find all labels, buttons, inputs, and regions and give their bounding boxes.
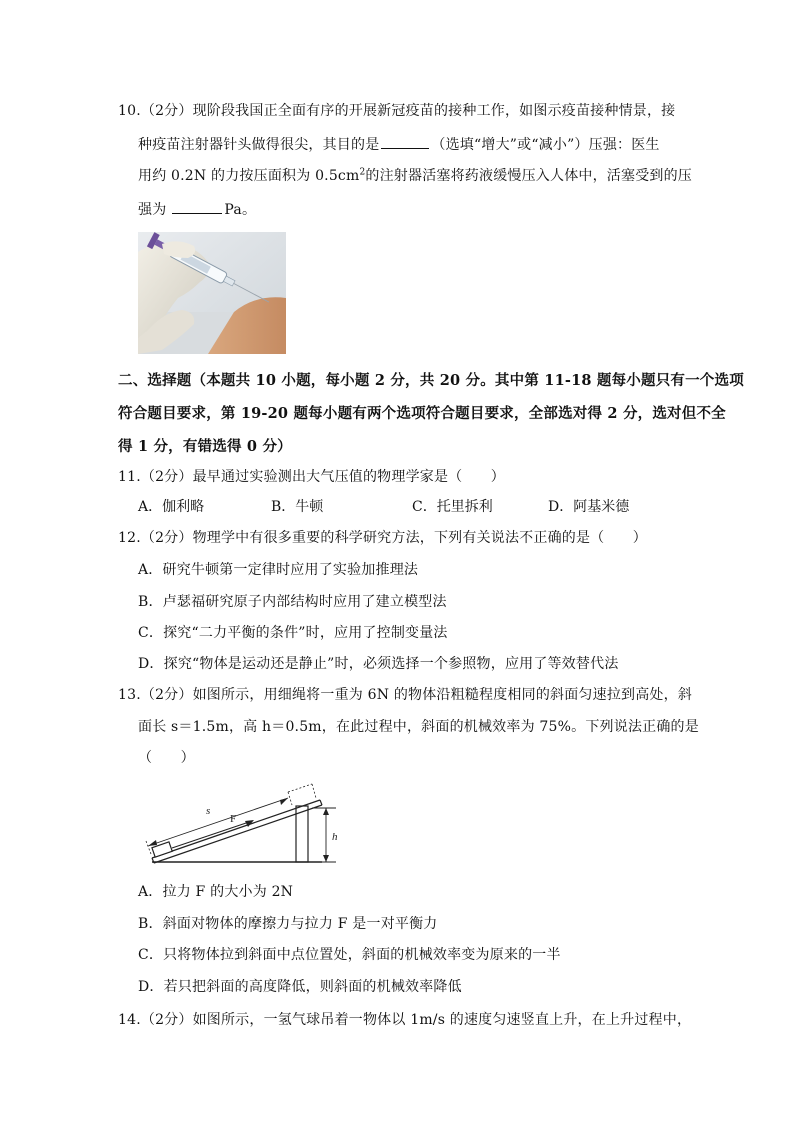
q13-line-2: 面长 s＝1.5m，高 h＝0.5m，在此过程中，斜面的机械效率为 75%。下列说法正确的是 (138, 719, 699, 735)
label-f: F (230, 813, 237, 825)
q11-option-b: B．牛顿 (271, 499, 324, 515)
label-s: s (206, 805, 211, 817)
q11-option-a: A．伽利略 (138, 499, 205, 515)
q10-line-1: 10.（2分）现阶段我国正全面有序的开展新冠疫苗的接种工作，如图示疫苗接种情景，接 (118, 103, 676, 119)
q12-option-d: D．探究“物体是运动还是静止”时，必须选择一个参照物，应用了等效替代法 (138, 656, 619, 672)
q12-option-c: C．探究“二力平衡的条件”时，应用了控制变量法 (138, 625, 448, 641)
q11-option-c: C．托里拆利 (412, 499, 493, 515)
q13-line-1: 13.（2分）如图所示，用细绳将一重为 6N 的物体沿粗糙程度相同的斜面匀速拉到高处，斜 (118, 687, 693, 703)
label-h: h (332, 831, 338, 843)
q10-line-4-b: Pa。 (224, 202, 257, 218)
q12-option-a: A．研究牛顿第一定律时应用了实验加推理法 (138, 562, 419, 578)
q10-superscript: 2 (359, 167, 366, 178)
q12-option-b: B．卢瑟福研究原子内部结构时应用了建立模型法 (138, 594, 447, 610)
q10-line-3-a: 用约 0.2N 的力按压面积为 0.5cm (138, 168, 360, 184)
rope-line (172, 821, 252, 848)
vaccination-photo (138, 232, 286, 354)
q12-stem: 12.（2分）物理学中有很多重要的科学研究方法，下列有关说法不正确的是（ ） (118, 530, 647, 546)
q13-option-a: A．拉力 F 的大小为 2N (138, 884, 294, 900)
q13-line-3: （ ） (138, 750, 195, 766)
q10-line-2-a: 种疫苗注射器针头做得很尖，其目的是 (138, 137, 380, 153)
incline-bottom (154, 805, 322, 863)
q10-line-3-b: 的注射器活塞将药液缓慢压入人体中，活塞受到的压 (365, 168, 692, 184)
section-2-heading-line-1: 二、选择题（本题共 10 小题，每小题 2 分，共 20 分。其中第 11-18 题每小题只有一个选项 (118, 372, 744, 389)
q11-stem: 11.（2分）最早通过实验测出大气压值的物理学家是（ ） (118, 469, 505, 485)
section-2-heading-line-3: 得 1 分，有错选得 0 分） (118, 438, 292, 455)
support-block (296, 806, 308, 862)
vaccination-illustration (138, 232, 286, 354)
s-arrow-end (280, 798, 288, 805)
q10-line-2 (138, 134, 660, 155)
incline-top (152, 800, 320, 858)
q11-options (138, 497, 698, 517)
q13-option-c: C．只将物体拉到斜面中点位置处，斜面的机械效率变为原来的一半 (138, 947, 561, 963)
q10-line-4 (138, 199, 256, 220)
q10-blank-2 (172, 199, 222, 214)
inclined-plane-diagram (142, 778, 352, 870)
q13-option-b: B．斜面对物体的摩擦力与拉力 F 是一对平衡力 (138, 916, 438, 932)
q10-line-3 (138, 166, 692, 186)
q10-line-2-b: （选填“增大”或“减小”）压强：医生 (431, 137, 660, 153)
s-dimension-line (148, 798, 288, 846)
inclined-plane-svg (142, 778, 352, 870)
q13-option-d: D．若只把斜面的高度降低，则斜面的机械效率降低 (138, 979, 462, 995)
q11-option-d: D．阿基米德 (548, 499, 630, 515)
q10-blank-1 (381, 134, 429, 149)
q14-line-1: 14.（2分）如图所示，一氢气球吊着一物体以 1m/s 的速度匀速竖直上升，在上升过程中， (118, 1012, 692, 1028)
section-2-heading-line-2: 符合题目要求，第 19-20 题每小题有两个选项符合题目要求，全部选对得 2 分，选对但不全 (118, 405, 726, 422)
q10-line-4-a: 强为 (138, 202, 167, 218)
